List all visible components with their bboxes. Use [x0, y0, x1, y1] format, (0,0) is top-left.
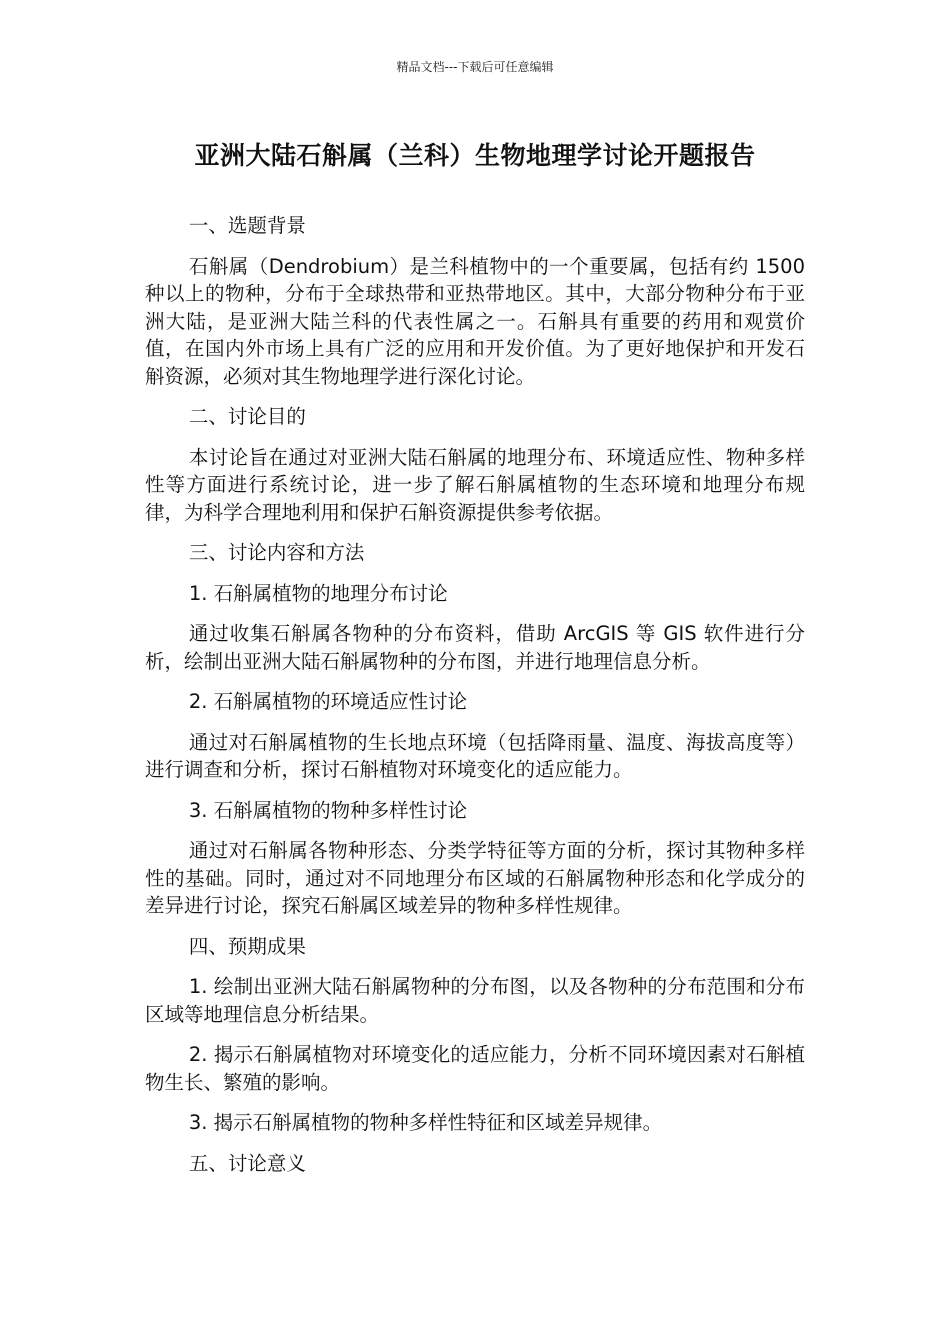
subheading-adaptability: 2. 石斛属植物的环境适应性讨论	[188, 690, 468, 713]
paragraph-background: 石斛属（Dendrobium）是兰科植物中的一个重要属，包括有约 1500 种以上的物种，分布于全球热带和亚热带地区。其中，大部分物种分布于亚洲大陆，是亚洲大陆兰科的代表性属之一。石斛具有重要的药用和观赏价值，在国内外市场上具有广泛的应用和开发价值。为了更好地保护和开发石斛资源，必须对其生物地理学进行深化讨论。	[145, 254, 805, 388]
subheading-distribution: 1. 石斛属植物的地理分布讨论	[188, 581, 448, 605]
section-heading-expected-results: 四、预期成果	[188, 934, 306, 958]
subheading-diversity: 3. 石斛属植物的物种多样性讨论	[188, 798, 468, 822]
result-item-3: 3. 揭示石斛属植物的物种多样性特征和区域差异规律。	[188, 1111, 663, 1134]
paragraph-distribution: 通过收集石斛属各物种的分布资料，借助 ArcGIS 等 GIS 软件进行分析，绘制出亚洲大陆石斛属物种的分布图，并进行地理信息分析。	[145, 622, 805, 673]
paragraph-adaptability: 通过对石斛属植物的生长地点环境（包括降雨量、温度、海拔高度等）进行调查和分析，探讨石斛植物对环境变化的适应能力。	[145, 730, 805, 781]
result-item-1: 1. 绘制出亚洲大陆石斛属物种的分布图，以及各物种的分布范围和分布区域等地理信息分析结果。	[145, 975, 805, 1026]
paragraph-purpose: 本讨论旨在通过对亚洲大陆石斛属的地理分布、环境适应性、物种多样性等方面进行系统讨论，进一步了解石斛属植物的生态环境和地理分布规律，为科学合理地利用和保护石斛资源提供参考依据。	[145, 445, 805, 524]
result-item-2: 2. 揭示石斛属植物对环境变化的适应能力，分析不同环境因素对石斛植物生长、繁殖的影响。	[145, 1043, 805, 1094]
document-title: 亚洲大陆石斛属（兰科）生物地理学讨论开题报告	[194, 141, 756, 170]
section-heading-significance: 五、讨论意义	[188, 1151, 306, 1175]
section-heading-purpose: 二、讨论目的	[188, 405, 306, 428]
paragraph-diversity: 通过对石斛属各物种形态、分类学特征等方面的分析，探讨其物种多样性的基础。同时，通过对不同地理分布区域的石斛属物种形态和化学成分的差异进行讨论，探究石斛属区域差异的物种多样性规律。	[145, 839, 805, 917]
header-note: 精品文档---下载后可任意编辑	[396, 60, 554, 74]
section-heading-content-methods: 三、讨论内容和方法	[188, 541, 365, 564]
document-body	[145, 212, 805, 1190]
section-heading-background: 一、选题背景	[188, 214, 306, 237]
